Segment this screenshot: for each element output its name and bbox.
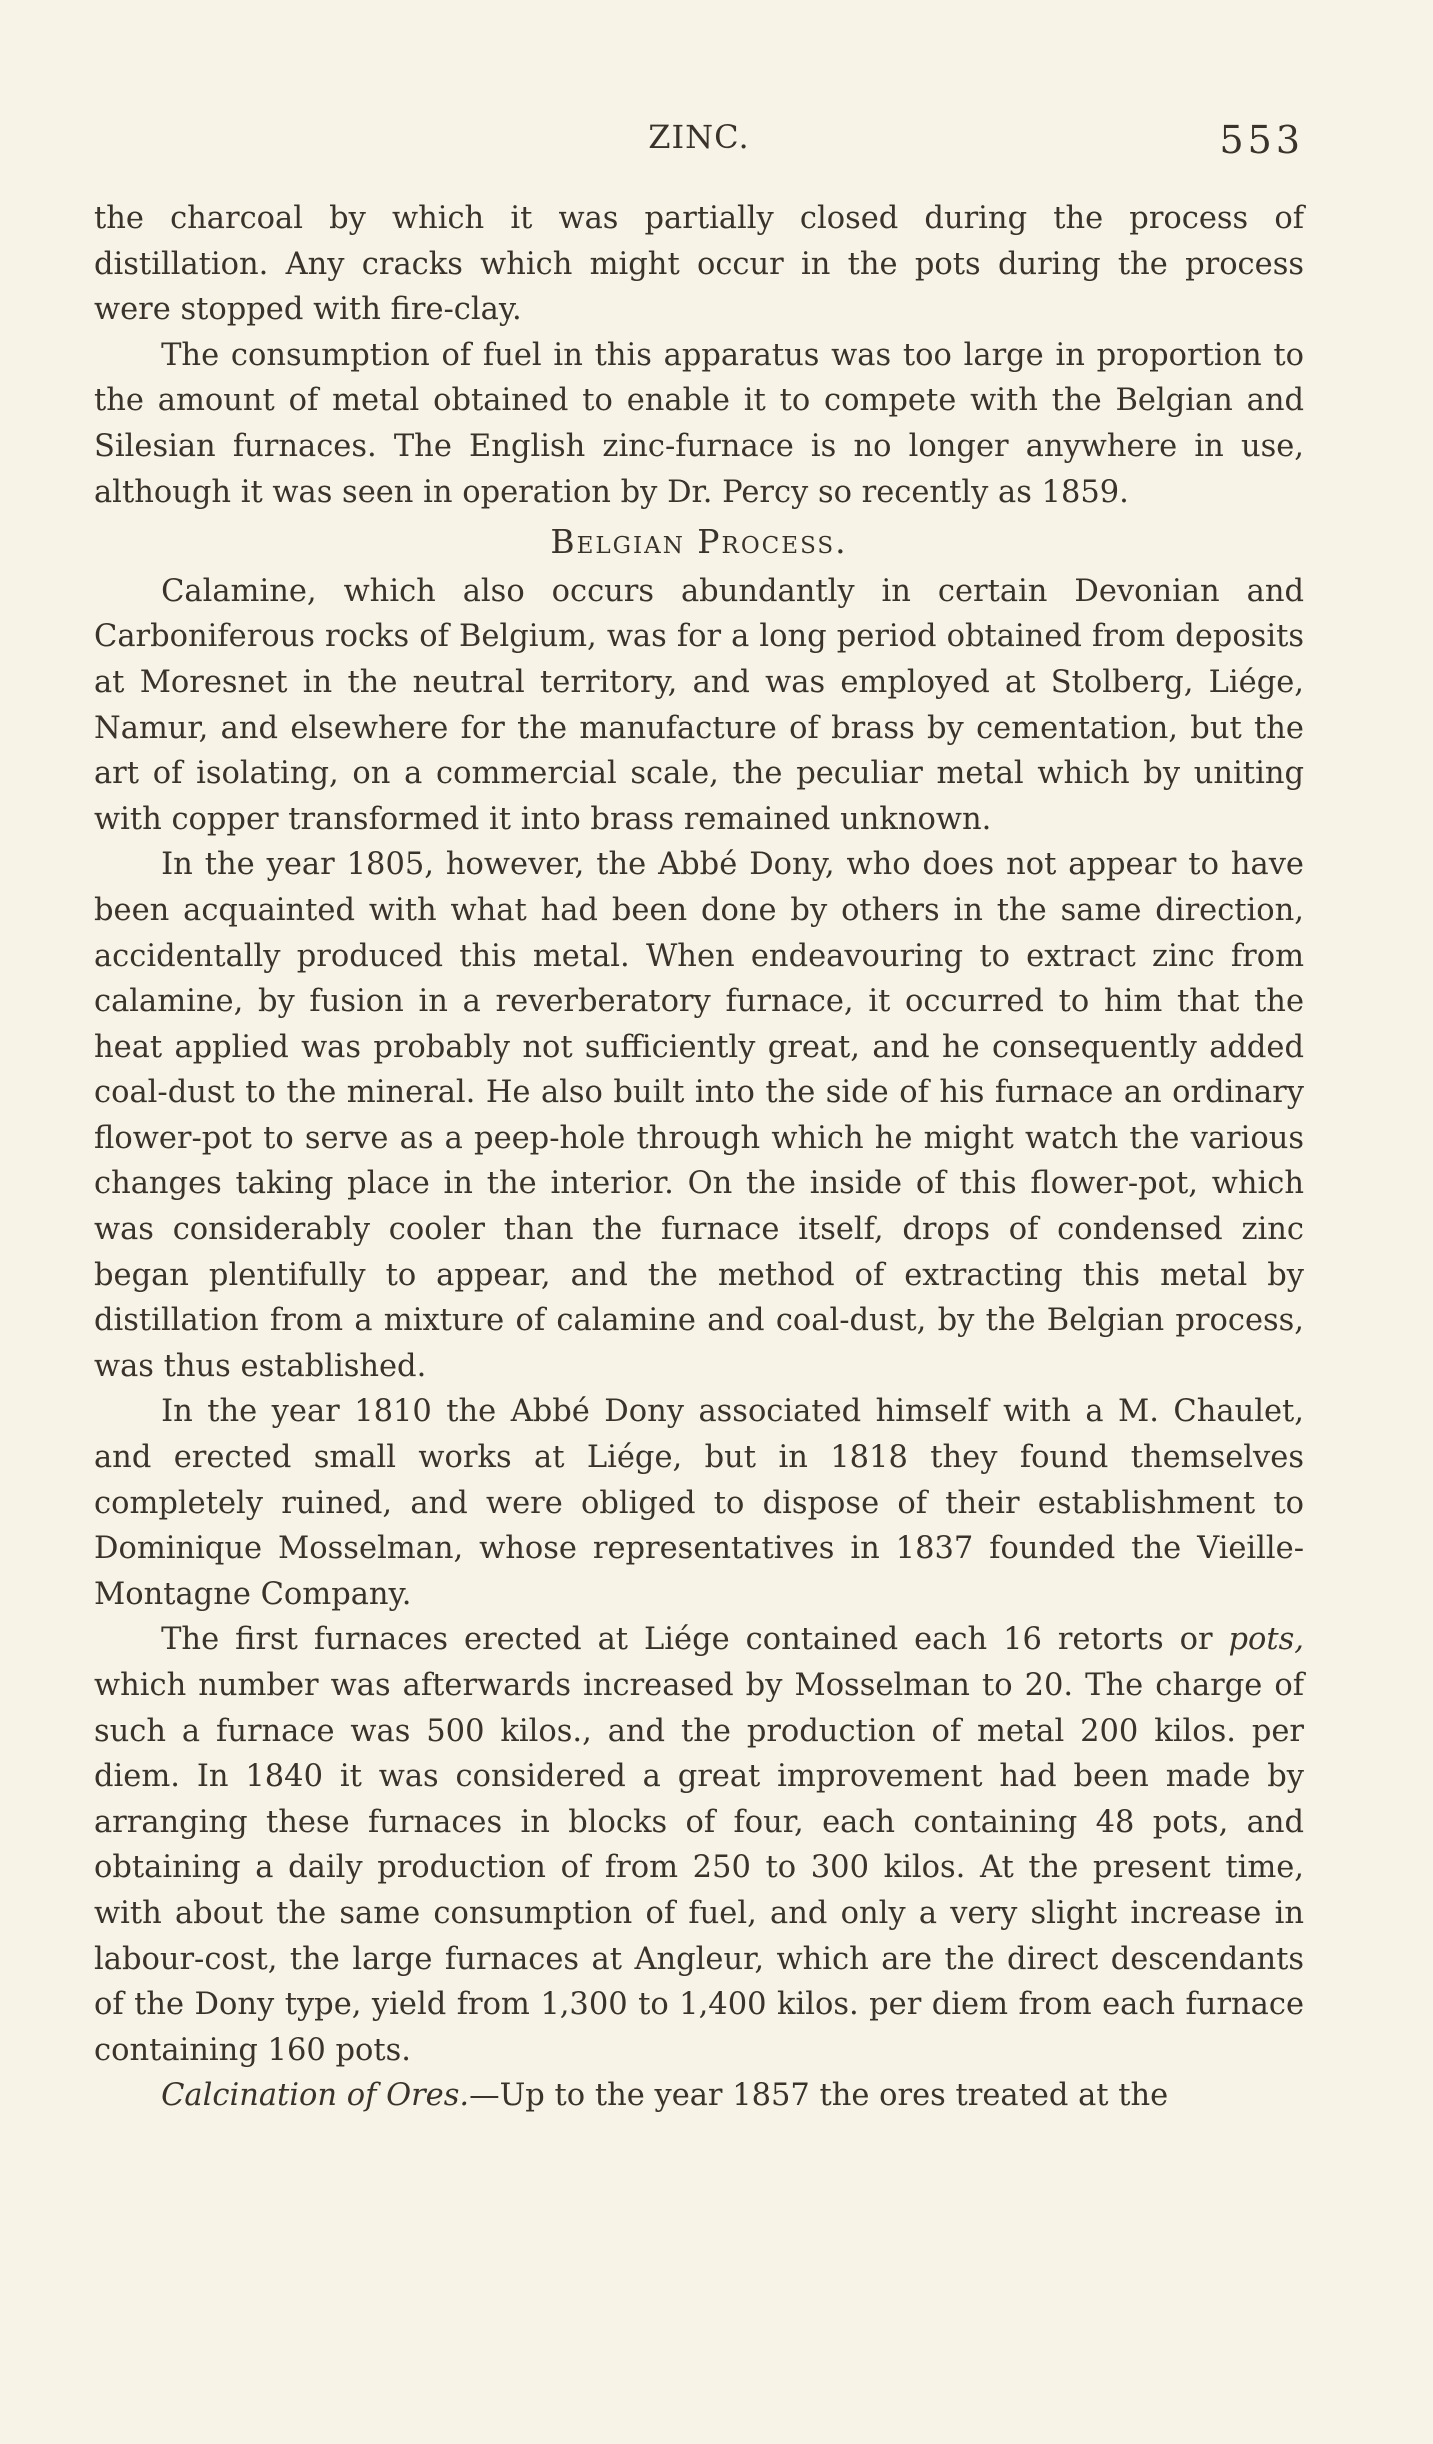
paragraph-continued: the charcoal by which it was partially closed during the process of distillation. Any cracks which might occur in the pots during the process were stopped with fire-clay. <box>94 201 1304 328</box>
paragraph-text: which number was afterwards increased by Mosselman to 20. The charge of such a furnace was 500 kilos., and the production of metal 200 kilos. per diem. In 1840 it was considered a great improvement had been made by arranging these furnaces in blocks of four, each containing 48 pots, and obtaining a daily production of from 250 to 300 kilos. At the present time, with about the same consumption of fuel, and only a very slight increase in labour-cost, the large furnaces at Angleur, which are the direct descendants of the Dony type, yield from 1,300 to 1,400 kilos. per diem from each furnace containing 160 pots. <box>94 1668 1304 2068</box>
paragraph-lead-in: Calcination of Ores. <box>161 2078 470 2114</box>
paragraph-vieille-montagne: In the year 1810 the Abbé Dony associated himself with a M. Chaulet, and erected small works at Liége, but in 1818 they found themselves completely ruined, and were obliged to dispose of their establishment to Dominique Mosselman, whose representatives in 1837 founded the Vieille-Montagne Company. <box>94 1394 1304 1612</box>
running-title: ZINC. <box>648 118 750 156</box>
italic-term: pots, <box>1228 1622 1304 1658</box>
paragraph-first-furnaces <box>94 1617 1304 2073</box>
paragraph-text: —Up to the year 1857 the ores treated at the <box>469 2078 1169 2114</box>
page-number: 553 <box>1219 118 1304 162</box>
paragraph-text: The first furnaces erected at Liége contained each 16 retorts or <box>161 1622 1229 1658</box>
page-header <box>94 118 1304 178</box>
paragraph-calcination <box>94 2073 1304 2119</box>
paragraph-abbe-dony: In the year 1805, however, the Abbé Dony, who does not appear to have been acquainted with what had been done by others in the same direction, accidentally produced this metal. When endeavouring to extract zinc from calamine, by fusion in a reverberatory furnace, it occurred to him that the heat applied was probably not sufficiently great, and he consequently added coal-dust to the mineral. He also built into the side of his furnace an ordinary flower-pot to serve as a peep-hole through which he might watch the various changes taking place in the interior. On the inside of this flower-pot, which was considerably cooler than the furnace itself, drops of condensed zinc began plentifully to appear, and the method of extracting this metal by distillation from a mixture of calamine and coal-dust, by the Belgian process, was thus established. <box>94 847 1304 1384</box>
section-heading: Belgian Process. <box>550 522 848 562</box>
paragraph-calamine: Calamine, which also occurs abundantly in certain Devonian and Carboniferous rocks of Belgium, was for a long period obtained from deposits at Moresnet in the neutral territory, and was employed at Stolberg, Liége, Namur, and elsewhere for the manufacture of brass by cementation, but the art of isolating, on a commercial scale, the peculiar metal which by uniting with copper transformed it into brass remained unknown. <box>94 573 1304 837</box>
body-text <box>94 196 1304 2119</box>
paragraph-fuel-consumption: The consumption of fuel in this apparatus was too large in proportion to the amount of metal obtained to enable it to compete with the Belgian and Silesian furnaces. The English zinc-furnace is no longer anywhere in use, although it was seen in operation by Dr. Percy so recently as 1859. <box>94 337 1304 510</box>
